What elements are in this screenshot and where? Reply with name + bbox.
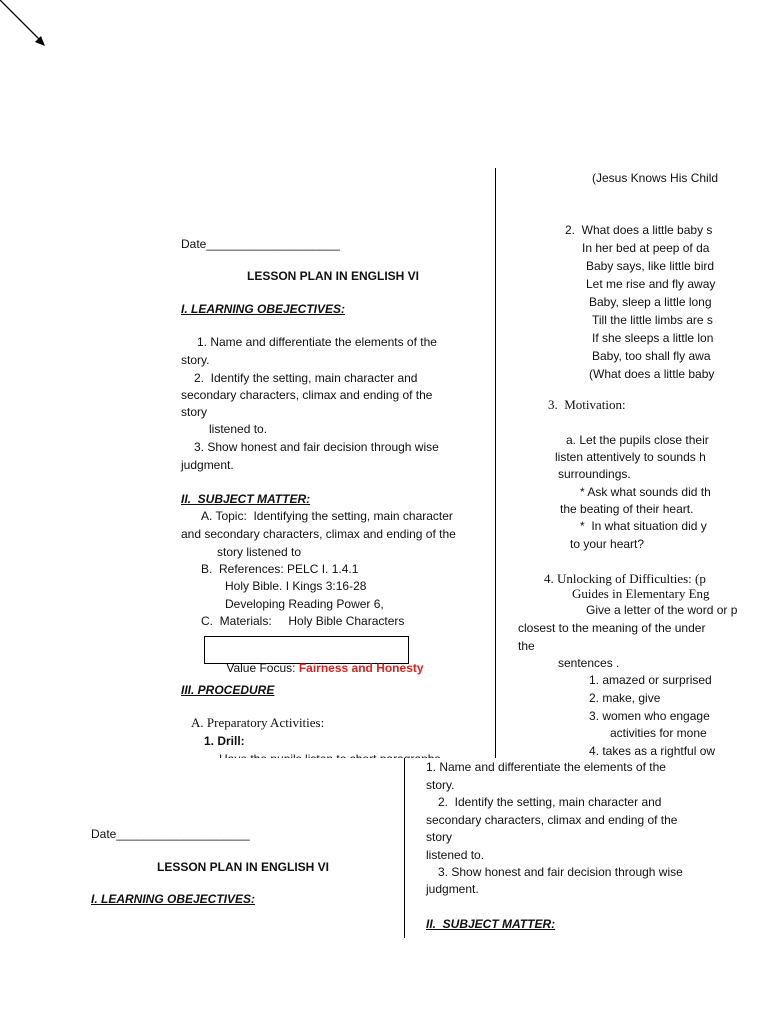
motivation-heading: 3. Motivation: — [548, 397, 626, 412]
motivation-b-line-2: the beating of their heart. — [560, 502, 694, 516]
references: B. References: PELC I. 1.4.1 — [201, 562, 359, 576]
objective-3-line-1: 3. Show honest and fair decision through wise — [194, 440, 439, 454]
value-focus-value: Fairness and Honesty — [298, 661, 424, 675]
motivation-a-line-2: listen attentively to sounds h — [555, 450, 706, 464]
lower-right-column — [405, 758, 718, 958]
poem-line: Baby, sleep a little long — [589, 295, 712, 309]
objective-2-line-3: story — [181, 405, 208, 419]
right-column — [496, 160, 738, 758]
reference-bible: Holy Bible. I Kings 3:16-28 — [225, 579, 367, 593]
objective-1-line-1: 1. Name and differentiate the elements of the — [197, 335, 437, 349]
objective-3-line-2: judgment. — [181, 458, 234, 472]
objectives-heading: I. LEARNING OBEJECTIVES: — [181, 302, 346, 316]
reference-book: Developing Reading Power 6, — [225, 597, 384, 611]
jesus-knows-title: (Jesus Knows His Child — [592, 171, 719, 185]
unlocking-line-2: Guides in Elementary Eng — [572, 586, 710, 601]
lesson-title: LESSON PLAN IN ENGLISH VI — [157, 860, 330, 874]
preparatory-activities: A. Preparatory Activities: — [191, 715, 325, 730]
objective-2-line-4: listened to. — [209, 422, 268, 436]
objectives-heading: I. LEARNING OBEJECTIVES: — [91, 892, 256, 906]
objective-2-line-1: 2. Identify the setting, main character and — [194, 371, 418, 385]
motivation-b-line-1: * Ask what sounds did th — [580, 485, 711, 499]
value-focus-label: Value Focus: — [226, 661, 299, 675]
subject-matter-heading: II. SUBJECT MATTER: — [181, 492, 311, 506]
motivation-a-line-1: a. Let the pupils close their — [566, 433, 709, 447]
motivation-a-line-3: surroundings. — [558, 467, 631, 481]
subject-matter-heading: II. SUBJECT MATTER: — [426, 917, 556, 931]
vocab-item: 2. make, give — [589, 691, 661, 705]
lesson-title: LESSON PLAN IN ENGLISH VI — [247, 269, 420, 283]
drill-label: 1. Drill: — [204, 734, 245, 748]
date-line: Date____________________ — [181, 237, 340, 251]
poem-line: Baby, too shall fly awa — [592, 349, 711, 363]
motivation-c-line-1: * In what situation did y — [580, 519, 707, 533]
date-line: Date____________________ — [91, 827, 250, 841]
objective-2-line-3: story — [426, 830, 453, 844]
procedure-heading: III. PROCEDURE — [181, 683, 275, 697]
objective-1-line-1: 1. Name and differentiate the elements of the — [426, 760, 666, 774]
vocab-item: activities for mone — [610, 726, 707, 740]
objective-3-line-1: 3. Show honest and fair decision through wise — [438, 865, 683, 879]
document-page-lower — [0, 758, 768, 1024]
vocab-item: 3. women who engage — [589, 709, 710, 723]
poem-line: Let me rise and fly away — [586, 277, 716, 291]
poem-line: Baby says, like little bird — [586, 259, 715, 273]
objective-2-line-2: secondary characters, climax and ending of the — [181, 388, 433, 402]
instruction-line-1: Give a letter of the word or p — [586, 603, 738, 617]
topic-line-3: story listened to — [217, 545, 302, 559]
objective-3-line-2: judgment. — [426, 882, 479, 896]
topic-line-2: and secondary characters, climax and ending of the — [181, 527, 456, 541]
topic-line-1: A. Topic: Identifying the setting, main character — [201, 509, 453, 523]
objective-2-line-2: secondary characters, climax and ending of the — [426, 813, 678, 827]
vocab-item: 1. amazed or surprised — [589, 673, 712, 687]
objective-1-line-2: story. — [181, 353, 210, 367]
objective-2-line-4: listened to. — [426, 848, 485, 862]
instruction-line-2: closest to the meaning of the under — [518, 621, 706, 635]
poem-line: (What does a little baby — [589, 367, 715, 381]
instruction-line-3: the — [518, 639, 535, 653]
poem-line: If she sleeps a little lon — [592, 331, 714, 345]
poem-line: In her bed at peep of da — [582, 241, 710, 255]
vocab-item: 4. takes as a rightful ow — [589, 744, 716, 758]
materials: C. Materials: Holy Bible Characters — [201, 614, 405, 628]
poem-line: Till the little limbs are s — [592, 313, 713, 327]
sentences-label: sentences . — [558, 656, 620, 670]
question-2: 2. What does a little baby s — [565, 223, 713, 237]
objective-1-line-2: story. — [426, 778, 455, 792]
objective-2-line-1: 2. Identify the setting, main character and — [438, 795, 662, 809]
motivation-c-line-2: to your heart? — [570, 537, 645, 551]
unlocking-line-1: 4. Unlocking of Difficulties: (p — [544, 571, 706, 586]
